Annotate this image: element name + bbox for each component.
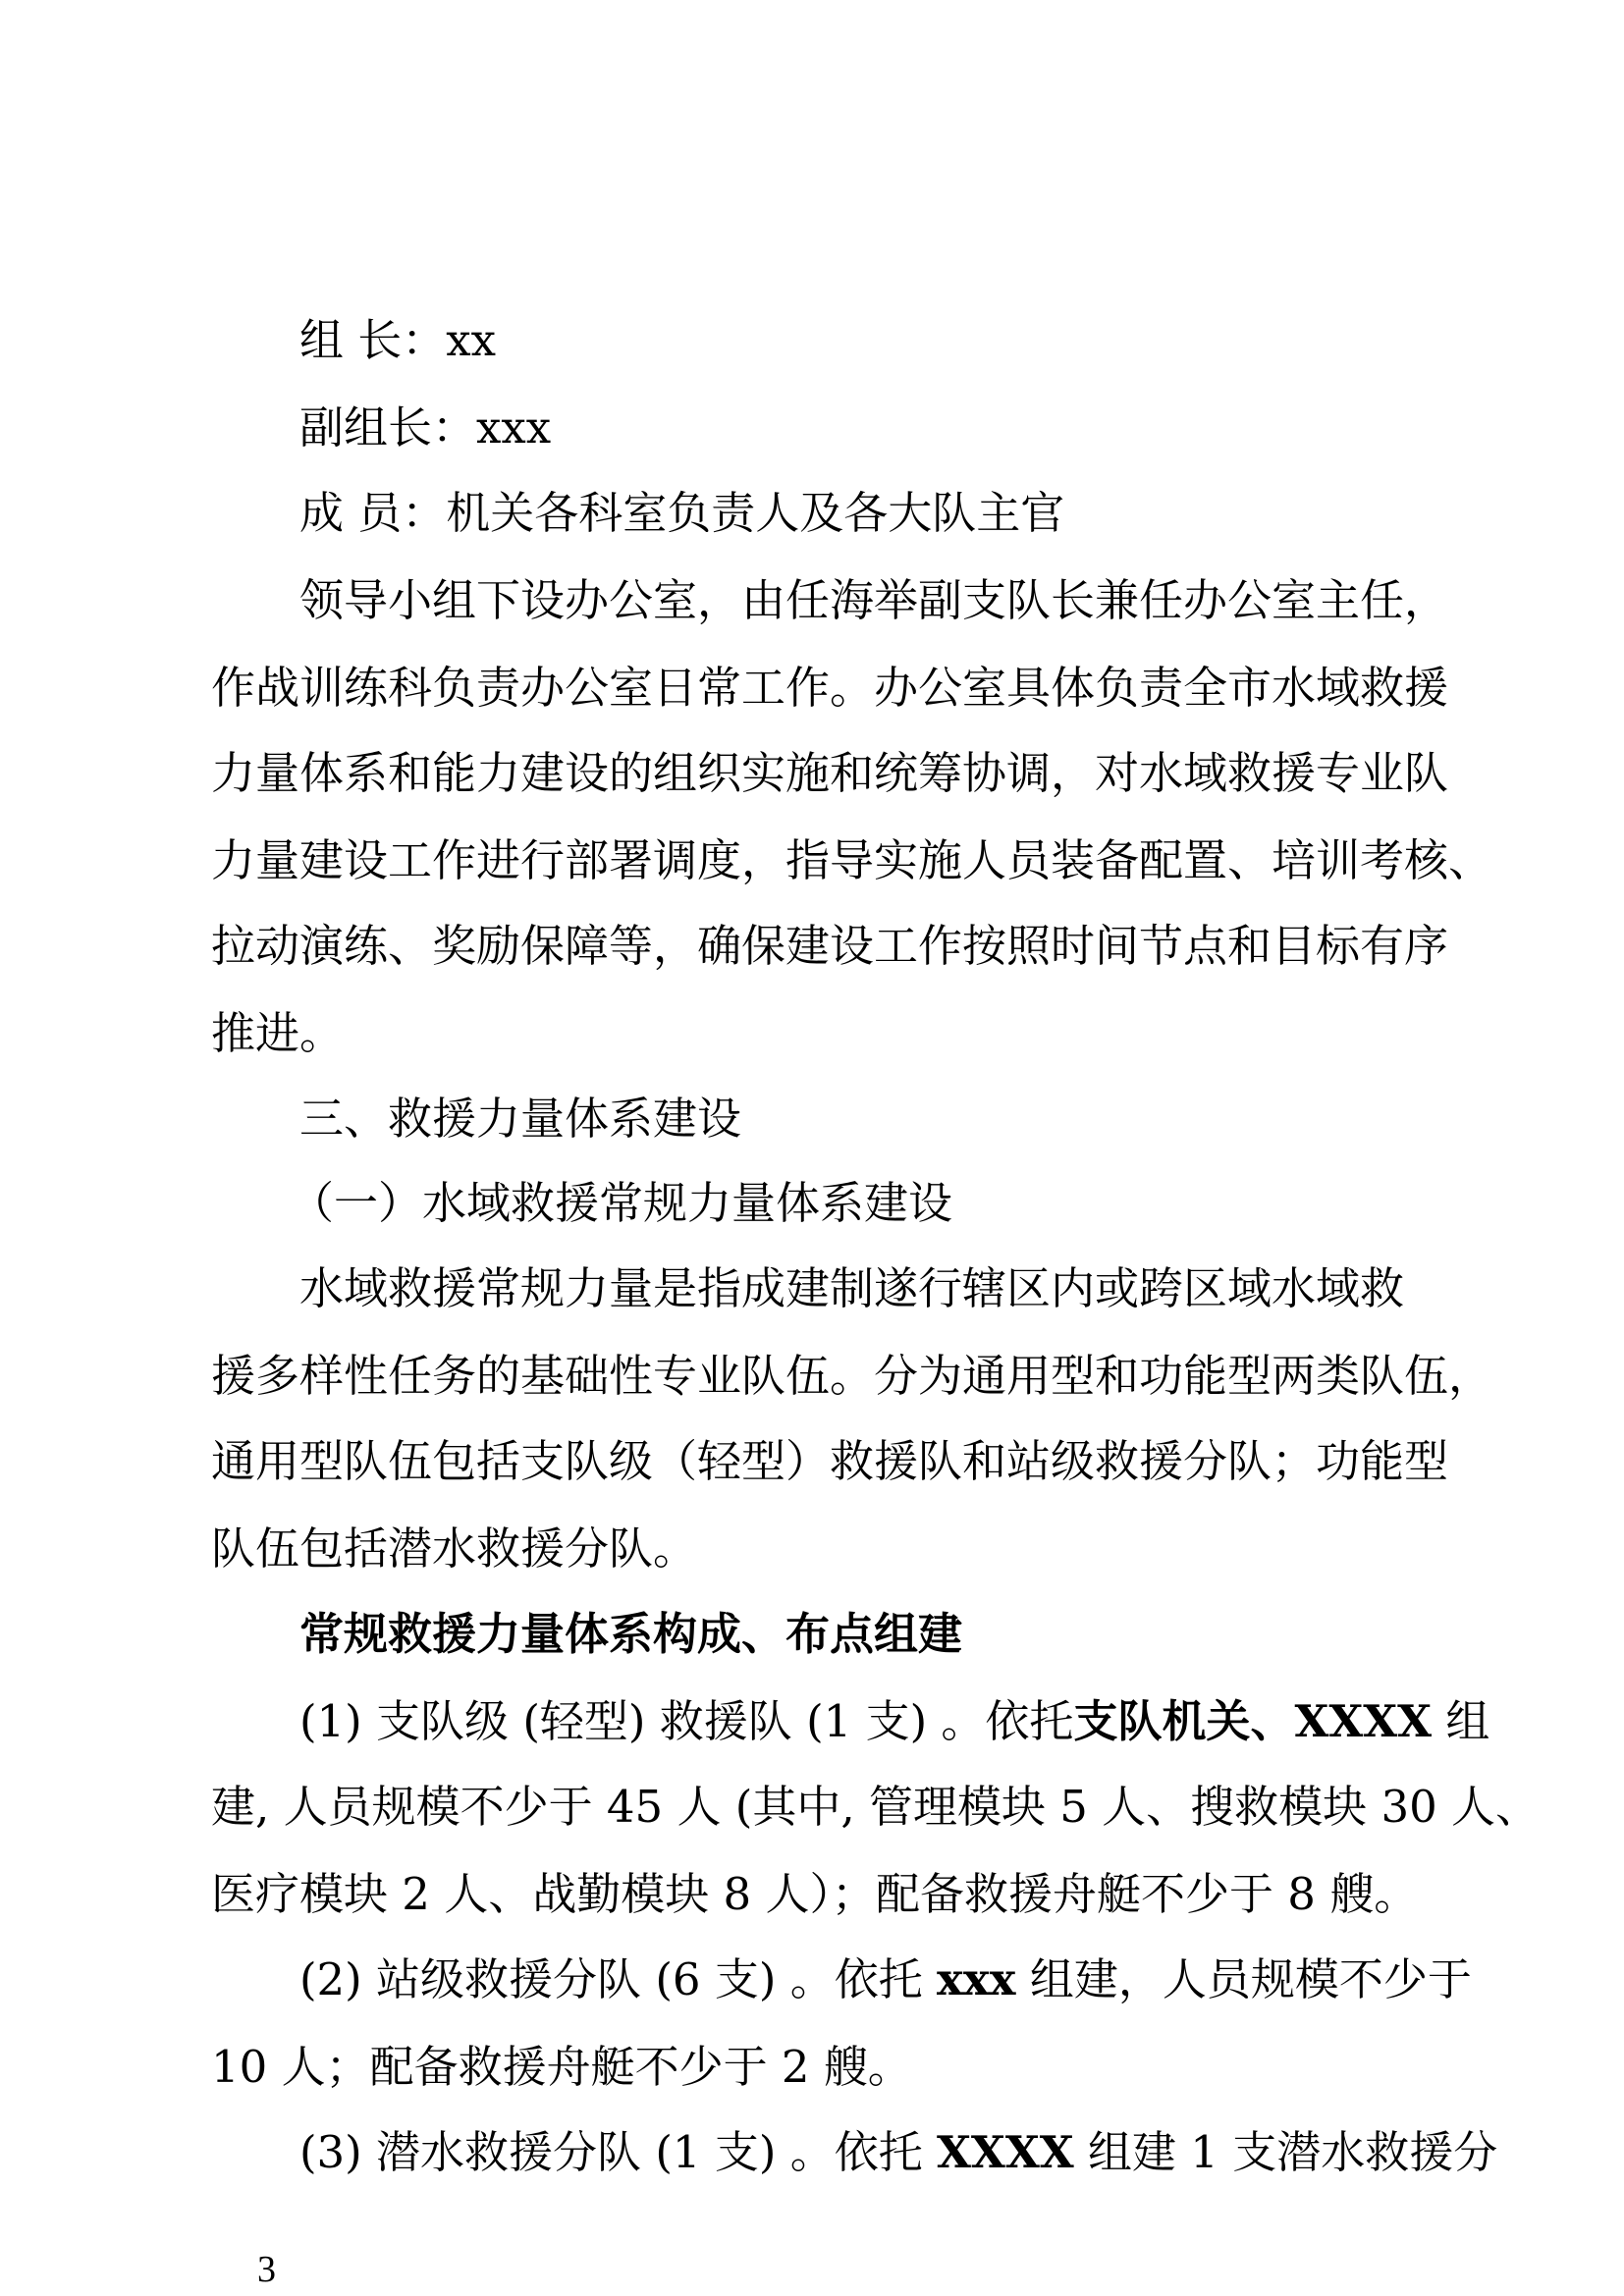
text-segment: 力量体系和能力建设的组织实施和统筹协调，对水域救援专业队 [211, 747, 1449, 799]
text-segment: 三、救援力量体系建设 [299, 1093, 742, 1145]
text-segment: （一）水域救援常规力量体系建设 [290, 1177, 953, 1229]
text-segment: 副组长：xxx [299, 401, 552, 454]
text-line [211, 1347, 1492, 1406]
text-line [211, 744, 1448, 803]
text-line [211, 831, 1492, 890]
text-segment: 组 [1432, 1695, 1490, 1747]
section-heading [299, 1605, 962, 1664]
text-segment: 建, 人员规模不少于 45 人 (其中, 管理模块 5 人、搜救模块 30 人、 [211, 1781, 1541, 1833]
text-line [211, 1432, 1448, 1491]
text-line [211, 1778, 1540, 1837]
text-line [211, 1865, 1418, 1924]
text-segment: 援多样性任务的基础性专业队伍。分为通用型和功能型两类队伍， [211, 1350, 1493, 1402]
text-segment: 医疗模块 2 人、战勤模块 8 人）；配备救援舟艇不少于 8 艘。 [211, 1868, 1419, 1920]
bold-text: 常规救援力量体系构成、布点组建 [299, 1608, 963, 1660]
bold-text: xxx [937, 1953, 1016, 2005]
text-line [299, 2123, 1497, 2182]
text-segment: (1) 支队级 (轻型) 救援队 (1 支) 。依托 [299, 1695, 1074, 1747]
section-heading [299, 1090, 741, 1148]
text-segment: 推进。 [211, 1007, 345, 1059]
text-line [211, 1004, 344, 1063]
text-line [299, 1259, 1404, 1318]
text-line [299, 1692, 1489, 1751]
text-line [299, 1950, 1472, 2009]
text-line [211, 2038, 912, 2097]
text-segment: 力量建设工作进行部署调度，指导实施人员装备配置、培训考核、 [211, 834, 1493, 886]
section-heading [290, 1174, 952, 1233]
text-segment: 拉动演练、奖励保障等，确保建设工作按照时间节点和目标有序 [211, 920, 1449, 972]
text-line [211, 917, 1448, 976]
text-line [299, 484, 1064, 543]
text-segment: (3) 潜水救援分队 (1 支) 。依托 [299, 2126, 938, 2178]
bold-text: XXXX [937, 2126, 1074, 2178]
bold-text: 支队机关、XXXX [1073, 1695, 1433, 1747]
text-segment: 水域救援常规力量是指成建制遂行辖区内或跨区域水域救 [299, 1262, 1405, 1314]
text-segment: 成 员：机关各科室负责人及各大队主官 [299, 487, 1065, 539]
text-segment: 通用型队伍包括支队级（轻型）救援队和站级救援分队；功能型 [211, 1435, 1449, 1487]
text-segment: 作战训练科负责办公室日常工作。办公室具体负责全市水域救援 [211, 662, 1449, 714]
text-segment: 10 人；配备救援舟艇不少于 2 艘。 [211, 2041, 912, 2093]
text-line [299, 399, 551, 457]
text-segment: 领导小组下设办公室，由任海举副支队长兼任办公室主任， [299, 574, 1449, 626]
page-number: 3 [257, 2249, 276, 2290]
text-segment: (2) 站级救援分队 (6 支) 。依托 [299, 1953, 938, 2005]
text-segment: 组 长：xx [299, 314, 497, 366]
text-line [211, 659, 1448, 718]
text-segment: 队伍包括潜水救援分队。 [211, 1522, 698, 1575]
text-segment: 组建，人员规模不少于 [1015, 1953, 1472, 2005]
text-line [299, 571, 1448, 630]
text-line [211, 1520, 697, 1578]
text-line [299, 311, 496, 370]
text-segment: 组建 1 支潜水救援分 [1073, 2126, 1498, 2178]
